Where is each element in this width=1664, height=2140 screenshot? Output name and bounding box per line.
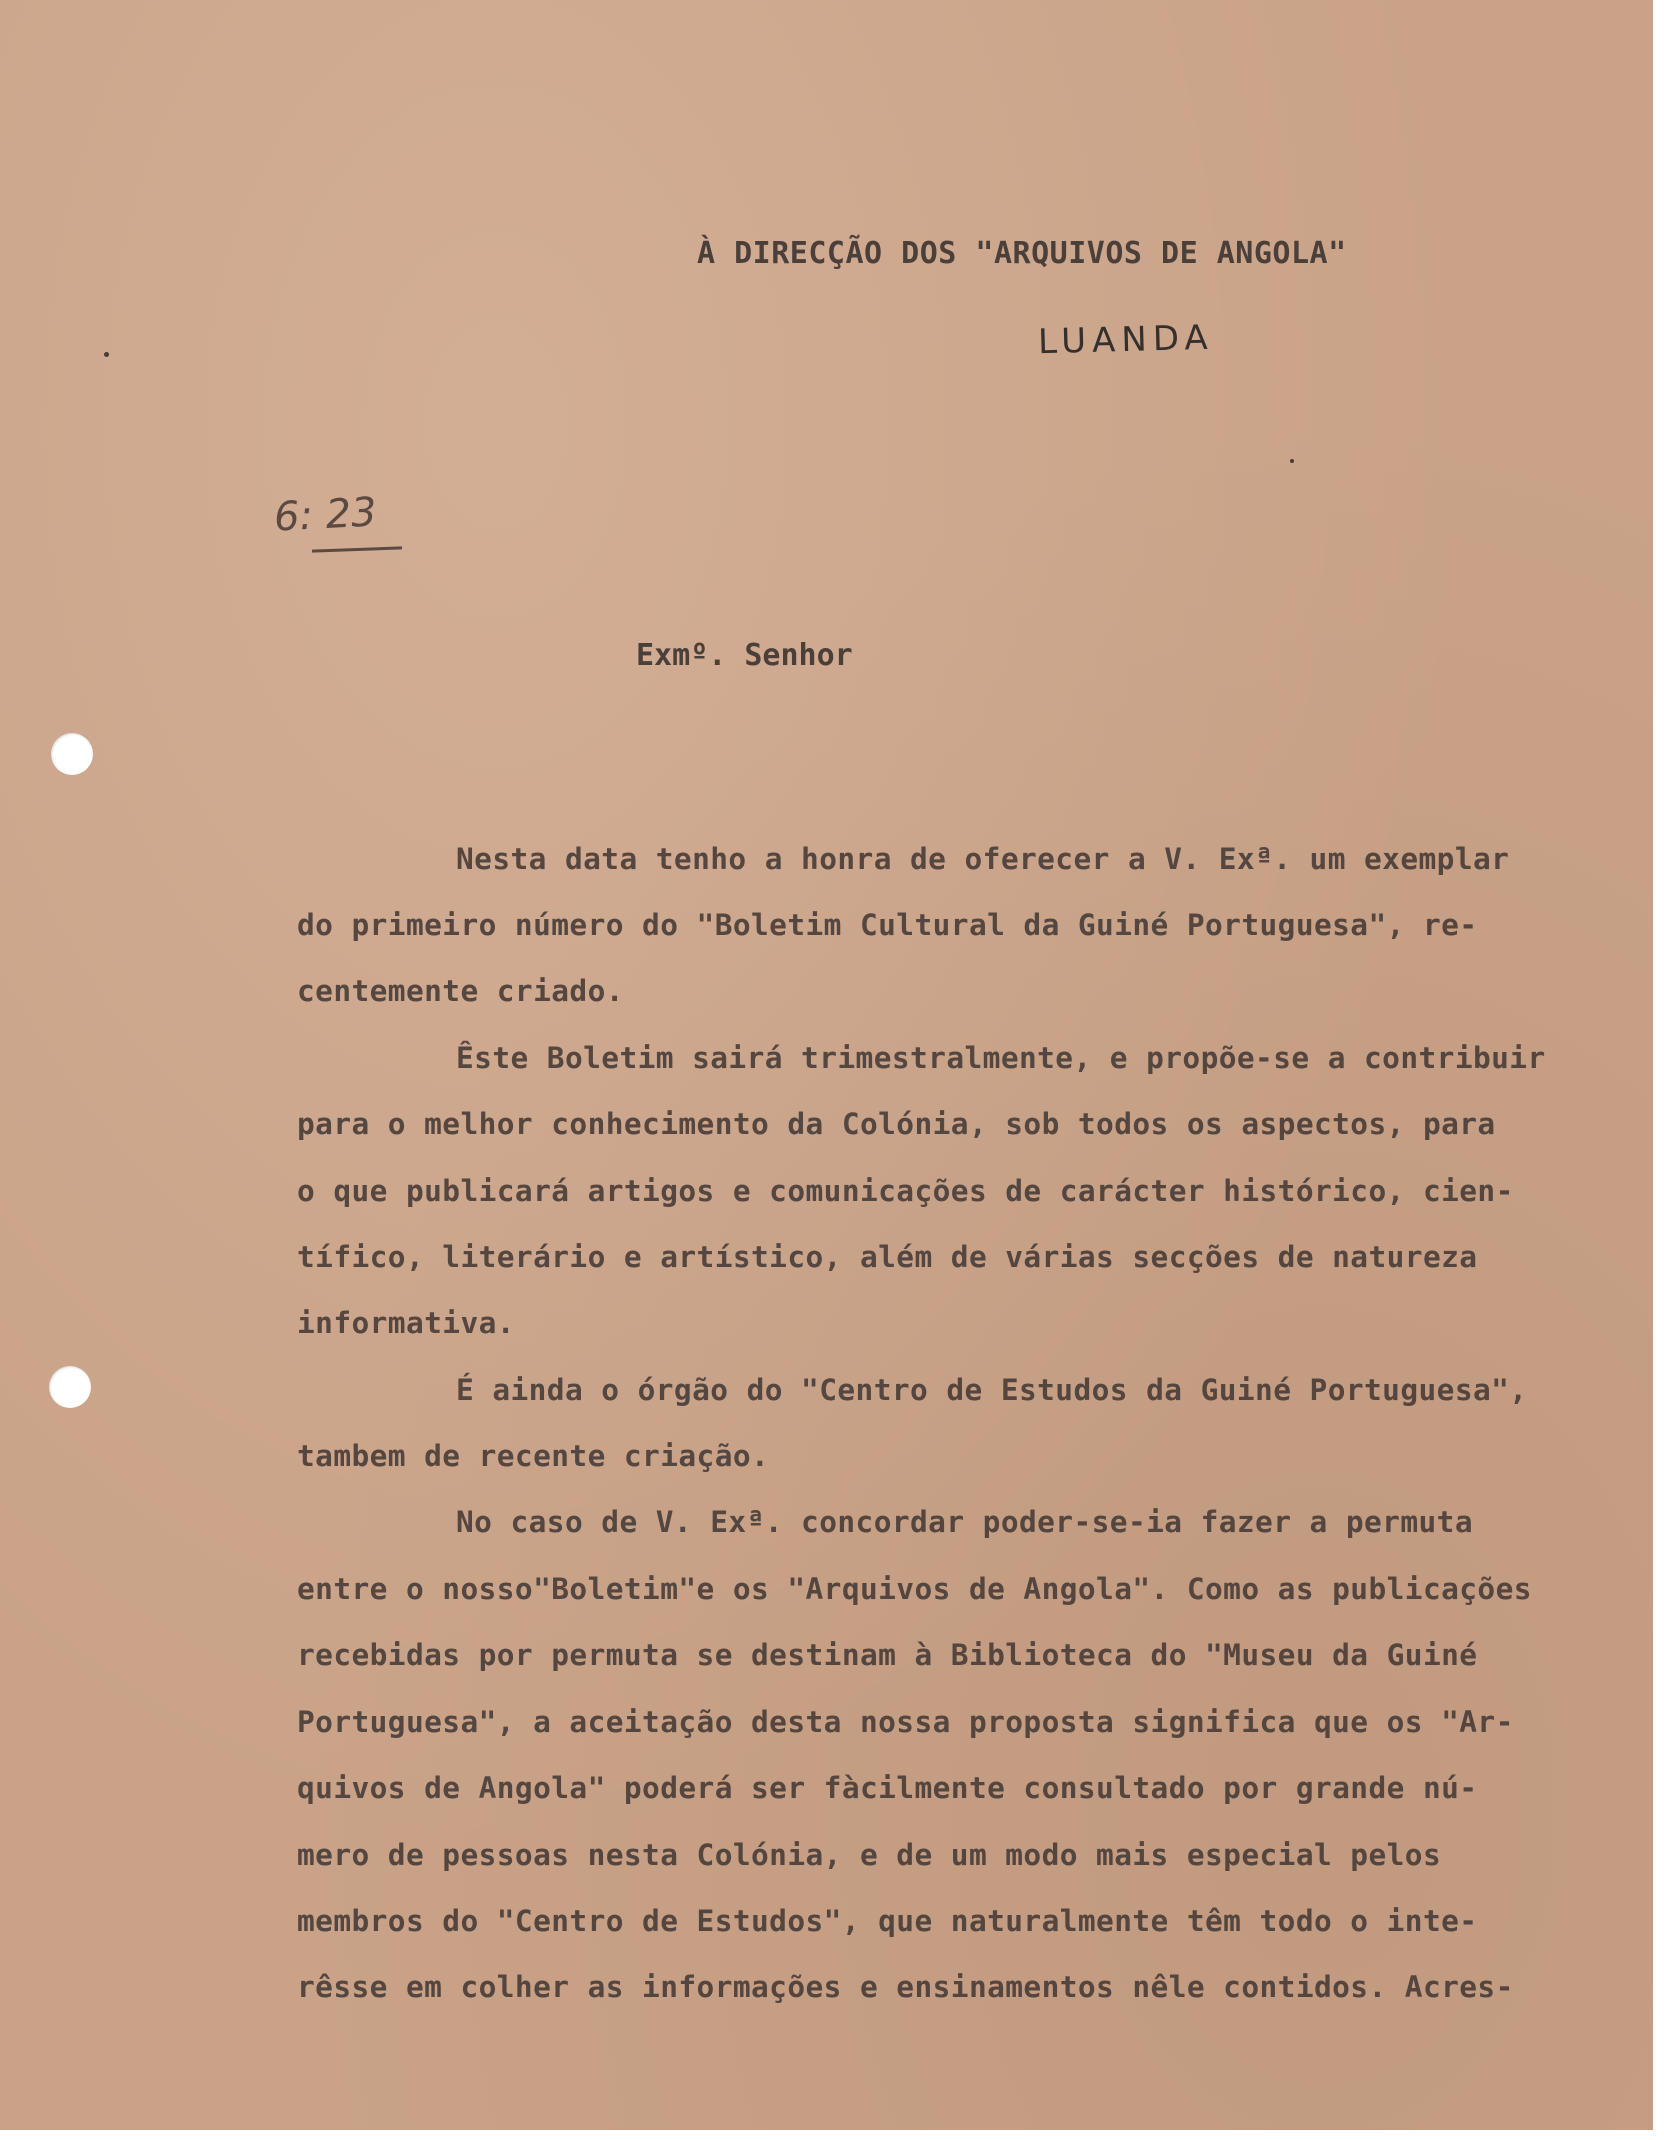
punch-hole-upper: [51, 733, 93, 775]
body-line: entre o nosso"Boletim"e os "Arquivos de Angola". Como as publicações: [297, 1572, 1532, 1606]
body-line: É ainda o órgão do "Centro de Estudos da Guiné Portuguesa",: [456, 1373, 1528, 1407]
body-line: membros do "Centro de Estudos", que naturalmente têm todo o inte-: [297, 1904, 1478, 1938]
reference-underline: [312, 546, 402, 552]
body-line: informativa.: [297, 1306, 515, 1340]
letter-heading: À DIRECÇÃO DOS "ARQUIVOS DE ANGOLA": [697, 236, 1347, 271]
body-line: tambem de recente criação.: [297, 1439, 770, 1473]
salutation: Exmº. Senhor: [636, 638, 853, 673]
ink-speck: [104, 352, 109, 357]
body-line: No caso de V. Exª. concordar poder-se-ia fazer a permuta: [456, 1505, 1473, 1539]
body-line: centemente criado.: [297, 974, 624, 1008]
handwritten-city: LUANDA: [1037, 317, 1215, 363]
body-line: Portuguesa", a aceitação desta nossa proposta significa que os "Ar-: [297, 1705, 1514, 1739]
body-line: o que publicará artigos e comunicações de carácter histórico, cien-: [297, 1174, 1514, 1208]
body-line: Nesta data tenho a honra de oferecer a V. Exª. um exemplar: [456, 842, 1510, 876]
body-line: quivos de Angola" poderá ser fàcilmente consultado por grande nú-: [297, 1771, 1478, 1805]
body-line: mero de pessoas nesta Colónia, e de um modo mais especial pelos: [297, 1838, 1442, 1872]
ink-speck: [1290, 459, 1294, 463]
punch-hole-lower: [49, 1366, 91, 1408]
handwritten-reference: 6: 23: [272, 489, 378, 541]
body-line: Êste Boletim sairá trimestralmente, e propõe-se a contribuir: [456, 1041, 1546, 1075]
body-line: recebidas por permuta se destinam à Biblioteca do "Museu da Guiné: [297, 1638, 1478, 1672]
body-line: para o melhor conhecimento da Colónia, sob todos os aspectos, para: [297, 1107, 1496, 1141]
body-line: rêsse em colher as informações e ensinamentos nêle contidos. Acres-: [297, 1970, 1514, 2004]
body-line: tífico, literário e artístico, além de várias secções de natureza: [297, 1240, 1478, 1274]
body-line: do primeiro número do "Boletim Cultural da Guiné Portuguesa", re-: [297, 908, 1478, 942]
